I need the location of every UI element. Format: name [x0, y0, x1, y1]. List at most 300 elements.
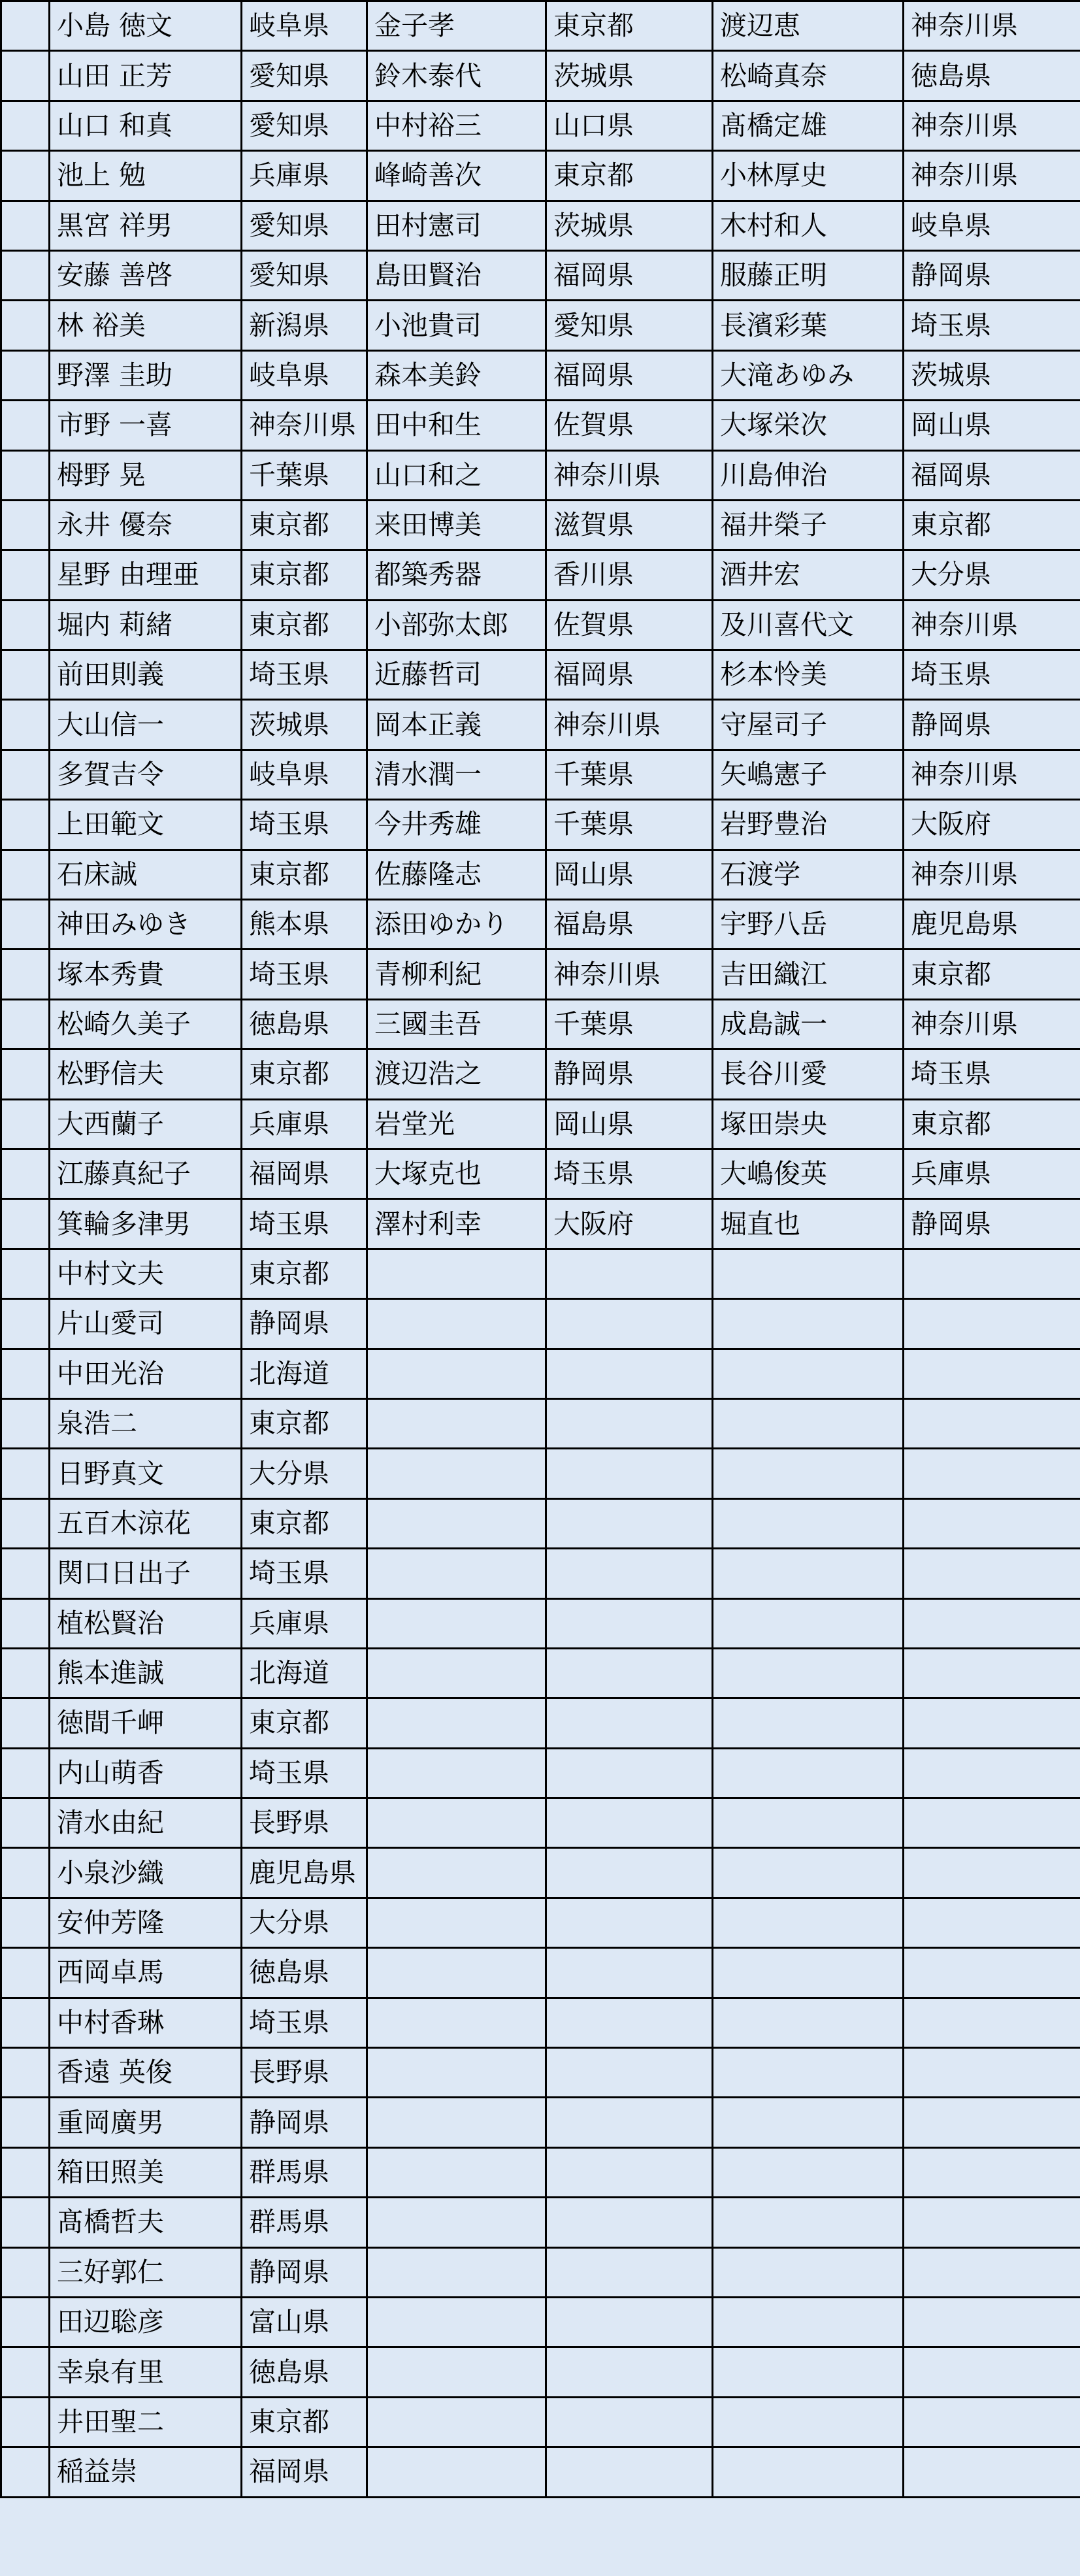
name-2-cell[interactable]: 田中和生 [367, 401, 546, 450]
name-1-cell[interactable]: 箕輪多津男 [50, 1199, 242, 1249]
prefecture-3-cell[interactable]: 岐阜県 [904, 201, 1080, 250]
prefecture-1-cell[interactable]: 埼玉県 [242, 650, 367, 700]
name-2-cell[interactable]: 中村裕三 [367, 101, 546, 150]
prefecture-1-cell[interactable]: 兵庫県 [242, 1099, 367, 1149]
name-1-cell[interactable]: 池上 勉 [50, 151, 242, 201]
name-1-cell[interactable]: 重岡廣男 [50, 2098, 242, 2147]
row-header-cell[interactable] [1, 1449, 50, 1498]
name-1-cell[interactable]: 永井 優奈 [50, 500, 242, 550]
prefecture-3-cell[interactable]: 大阪府 [904, 800, 1080, 850]
prefecture-3-cell[interactable] [904, 1798, 1080, 1848]
name-2-cell[interactable]: 小部弥太郎 [367, 600, 546, 650]
name-1-cell[interactable]: 大山信一 [50, 700, 242, 750]
prefecture-2-cell[interactable]: 大阪府 [546, 1199, 713, 1249]
name-1-cell[interactable]: 稲益崇 [50, 2447, 242, 2497]
prefecture-2-cell[interactable]: 神奈川県 [546, 450, 713, 500]
name-3-cell[interactable] [713, 1249, 904, 1298]
name-1-cell[interactable]: 内山萌香 [50, 1748, 242, 1798]
name-2-cell[interactable]: 山口和之 [367, 450, 546, 500]
name-1-cell[interactable]: 野澤 圭助 [50, 350, 242, 400]
prefecture-2-cell[interactable] [546, 2198, 713, 2247]
name-2-cell[interactable]: 澤村利幸 [367, 1199, 546, 1249]
name-1-cell[interactable]: 中村文夫 [50, 1249, 242, 1298]
row-header-cell[interactable] [1, 1349, 50, 1398]
prefecture-2-cell[interactable] [546, 2247, 713, 2297]
prefecture-2-cell[interactable] [546, 1549, 713, 1598]
prefecture-2-cell[interactable]: 千葉県 [546, 999, 713, 1049]
prefecture-2-cell[interactable]: 滋賀県 [546, 500, 713, 550]
prefecture-3-cell[interactable]: 大分県 [904, 550, 1080, 600]
name-3-cell[interactable] [713, 2347, 904, 2397]
row-header-cell[interactable] [1, 2397, 50, 2447]
prefecture-3-cell[interactable]: 東京都 [904, 1099, 1080, 1149]
row-header-cell[interactable] [1, 2147, 50, 2197]
prefecture-2-cell[interactable] [546, 1498, 713, 1548]
prefecture-3-cell[interactable]: 兵庫県 [904, 1149, 1080, 1198]
row-header-cell[interactable] [1, 1, 50, 51]
row-header-cell[interactable] [1, 1998, 50, 2047]
prefecture-2-cell[interactable]: 神奈川県 [546, 700, 713, 750]
prefecture-2-cell[interactable] [546, 1698, 713, 1748]
prefecture-3-cell[interactable] [904, 1748, 1080, 1798]
row-header-cell[interactable] [1, 201, 50, 250]
name-2-cell[interactable] [367, 1299, 546, 1349]
row-header-cell[interactable] [1, 1748, 50, 1798]
name-3-cell[interactable] [713, 2048, 904, 2098]
name-3-cell[interactable]: 髙橋定雄 [713, 101, 904, 150]
prefecture-2-cell[interactable]: 千葉県 [546, 800, 713, 850]
prefecture-2-cell[interactable]: 静岡県 [546, 1049, 713, 1099]
name-2-cell[interactable] [367, 1648, 546, 1698]
prefecture-1-cell[interactable]: 東京都 [242, 550, 367, 600]
name-3-cell[interactable]: 長谷川愛 [713, 1049, 904, 1099]
prefecture-1-cell[interactable]: 福岡県 [242, 2447, 367, 2497]
prefecture-2-cell[interactable] [546, 1748, 713, 1798]
prefecture-2-cell[interactable] [546, 1449, 713, 1498]
name-2-cell[interactable]: 島田賢治 [367, 250, 546, 300]
prefecture-3-cell[interactable] [904, 1498, 1080, 1548]
name-3-cell[interactable]: 矢嶋憲子 [713, 750, 904, 799]
prefecture-3-cell[interactable] [904, 2098, 1080, 2147]
name-1-cell[interactable]: 大西蘭子 [50, 1099, 242, 1149]
prefecture-3-cell[interactable] [904, 1449, 1080, 1498]
name-3-cell[interactable]: 大滝あゆみ [713, 350, 904, 400]
prefecture-3-cell[interactable]: 埼玉県 [904, 301, 1080, 350]
prefecture-2-cell[interactable]: 東京都 [546, 1, 713, 51]
prefecture-1-cell[interactable]: 富山県 [242, 2297, 367, 2347]
name-1-cell[interactable]: 植松賢治 [50, 1598, 242, 1648]
prefecture-3-cell[interactable]: 東京都 [904, 500, 1080, 550]
prefecture-3-cell[interactable] [904, 1848, 1080, 1898]
name-1-cell[interactable]: 片山愛司 [50, 1299, 242, 1349]
name-2-cell[interactable] [367, 1249, 546, 1298]
name-1-cell[interactable]: 黒宮 祥男 [50, 201, 242, 250]
row-header-cell[interactable] [1, 250, 50, 300]
prefecture-1-cell[interactable]: 愛知県 [242, 201, 367, 250]
name-2-cell[interactable] [367, 2147, 546, 2197]
prefecture-2-cell[interactable]: 神奈川県 [546, 949, 713, 999]
name-1-cell[interactable]: 安藤 善啓 [50, 250, 242, 300]
name-1-cell[interactable]: 中田光治 [50, 1349, 242, 1398]
prefecture-2-cell[interactable]: 千葉県 [546, 750, 713, 799]
row-header-cell[interactable] [1, 151, 50, 201]
row-header-cell[interactable] [1, 1598, 50, 1648]
name-1-cell[interactable]: 田辺聡彦 [50, 2297, 242, 2347]
name-3-cell[interactable] [713, 1998, 904, 2047]
name-3-cell[interactable]: 小林厚史 [713, 151, 904, 201]
prefecture-3-cell[interactable]: 茨城県 [904, 350, 1080, 400]
prefecture-1-cell[interactable]: 岐阜県 [242, 1, 367, 51]
prefecture-1-cell[interactable]: 大分県 [242, 1449, 367, 1498]
row-header-cell[interactable] [1, 1249, 50, 1298]
name-3-cell[interactable] [713, 1398, 904, 1448]
prefecture-3-cell[interactable]: 福岡県 [904, 450, 1080, 500]
name-3-cell[interactable] [713, 1498, 904, 1548]
name-1-cell[interactable]: 小泉沙織 [50, 1848, 242, 1898]
row-header-cell[interactable] [1, 2447, 50, 2497]
name-1-cell[interactable]: 熊本進誠 [50, 1648, 242, 1698]
row-header-cell[interactable] [1, 1549, 50, 1598]
name-3-cell[interactable]: 塚田崇央 [713, 1099, 904, 1149]
name-1-cell[interactable]: 泉浩二 [50, 1398, 242, 1448]
prefecture-3-cell[interactable]: 神奈川県 [904, 101, 1080, 150]
prefecture-1-cell[interactable]: 長野県 [242, 1798, 367, 1848]
prefecture-2-cell[interactable]: 茨城県 [546, 51, 713, 101]
name-1-cell[interactable]: 髙橋哲夫 [50, 2198, 242, 2247]
name-3-cell[interactable] [713, 1598, 904, 1648]
prefecture-1-cell[interactable]: 岐阜県 [242, 750, 367, 799]
name-2-cell[interactable] [367, 2447, 546, 2497]
prefecture-2-cell[interactable]: 福岡県 [546, 650, 713, 700]
prefecture-3-cell[interactable] [904, 1249, 1080, 1298]
name-1-cell[interactable]: 山口 和真 [50, 101, 242, 150]
prefecture-1-cell[interactable]: 東京都 [242, 2397, 367, 2447]
row-header-cell[interactable] [1, 2347, 50, 2397]
prefecture-2-cell[interactable] [546, 1249, 713, 1298]
prefecture-1-cell[interactable]: 兵庫県 [242, 151, 367, 201]
name-3-cell[interactable] [713, 2397, 904, 2447]
prefecture-2-cell[interactable]: 佐賀県 [546, 401, 713, 450]
name-1-cell[interactable]: 市野 一喜 [50, 401, 242, 450]
name-3-cell[interactable] [713, 2247, 904, 2297]
name-1-cell[interactable]: 関口日出子 [50, 1549, 242, 1598]
prefecture-1-cell[interactable]: 新潟県 [242, 301, 367, 350]
name-2-cell[interactable] [367, 1748, 546, 1798]
name-1-cell[interactable]: 清水由紀 [50, 1798, 242, 1848]
prefecture-1-cell[interactable]: 福岡県 [242, 1149, 367, 1198]
prefecture-3-cell[interactable]: 神奈川県 [904, 850, 1080, 899]
name-3-cell[interactable] [713, 2147, 904, 2197]
prefecture-3-cell[interactable]: 東京都 [904, 949, 1080, 999]
prefecture-3-cell[interactable]: 神奈川県 [904, 600, 1080, 650]
name-2-cell[interactable] [367, 2347, 546, 2397]
name-2-cell[interactable] [367, 1549, 546, 1598]
row-header-cell[interactable] [1, 350, 50, 400]
row-header-cell[interactable] [1, 1948, 50, 1998]
name-2-cell[interactable]: 岩堂光 [367, 1099, 546, 1149]
prefecture-1-cell[interactable]: 大分県 [242, 1898, 367, 1947]
prefecture-1-cell[interactable]: 北海道 [242, 1648, 367, 1698]
prefecture-2-cell[interactable] [546, 1648, 713, 1698]
row-header-cell[interactable] [1, 401, 50, 450]
prefecture-3-cell[interactable] [904, 2397, 1080, 2447]
prefecture-3-cell[interactable]: 徳島県 [904, 51, 1080, 101]
prefecture-1-cell[interactable]: 埼玉県 [242, 1199, 367, 1249]
name-1-cell[interactable]: 箱田照美 [50, 2147, 242, 2197]
name-3-cell[interactable] [713, 1549, 904, 1598]
row-header-cell[interactable] [1, 999, 50, 1049]
name-3-cell[interactable]: 川島伸治 [713, 450, 904, 500]
prefecture-1-cell[interactable]: 群馬県 [242, 2147, 367, 2197]
row-header-cell[interactable] [1, 900, 50, 949]
prefecture-3-cell[interactable]: 鹿児島県 [904, 900, 1080, 949]
name-1-cell[interactable]: 星野 由理亜 [50, 550, 242, 600]
name-2-cell[interactable]: 佐藤隆志 [367, 850, 546, 899]
prefecture-2-cell[interactable]: 福岡県 [546, 250, 713, 300]
name-2-cell[interactable]: 岡本正義 [367, 700, 546, 750]
prefecture-2-cell[interactable]: 山口県 [546, 101, 713, 150]
prefecture-2-cell[interactable] [546, 1998, 713, 2047]
name-2-cell[interactable]: 三國圭吾 [367, 999, 546, 1049]
name-2-cell[interactable]: 清水潤一 [367, 750, 546, 799]
row-header-cell[interactable] [1, 2098, 50, 2147]
name-3-cell[interactable]: 渡辺恵 [713, 1, 904, 51]
prefecture-2-cell[interactable]: 愛知県 [546, 301, 713, 350]
prefecture-3-cell[interactable]: 埼玉県 [904, 1049, 1080, 1099]
row-header-cell[interactable] [1, 1848, 50, 1898]
name-3-cell[interactable] [713, 1349, 904, 1398]
prefecture-3-cell[interactable] [904, 1948, 1080, 1998]
row-header-cell[interactable] [1, 1798, 50, 1848]
name-2-cell[interactable]: 小池貴司 [367, 301, 546, 350]
name-3-cell[interactable] [713, 2098, 904, 2147]
prefecture-3-cell[interactable]: 岡山県 [904, 401, 1080, 450]
name-3-cell[interactable]: 守屋司子 [713, 700, 904, 750]
name-2-cell[interactable] [367, 1698, 546, 1748]
prefecture-3-cell[interactable]: 静岡県 [904, 700, 1080, 750]
prefecture-3-cell[interactable]: 神奈川県 [904, 1, 1080, 51]
prefecture-3-cell[interactable]: 神奈川県 [904, 151, 1080, 201]
name-3-cell[interactable]: 宇野八岳 [713, 900, 904, 949]
prefecture-1-cell[interactable]: 鹿児島県 [242, 1848, 367, 1898]
prefecture-3-cell[interactable] [904, 2297, 1080, 2347]
name-1-cell[interactable]: 栂野 晃 [50, 450, 242, 500]
name-1-cell[interactable]: 前田則義 [50, 650, 242, 700]
prefecture-3-cell[interactable] [904, 1598, 1080, 1648]
row-header-cell[interactable] [1, 1698, 50, 1748]
prefecture-2-cell[interactable]: 東京都 [546, 151, 713, 201]
prefecture-3-cell[interactable]: 神奈川県 [904, 750, 1080, 799]
name-2-cell[interactable] [367, 1898, 546, 1947]
name-3-cell[interactable]: 大嶋俊英 [713, 1149, 904, 1198]
name-3-cell[interactable] [713, 1698, 904, 1748]
name-2-cell[interactable]: 大塚克也 [367, 1149, 546, 1198]
prefecture-2-cell[interactable] [546, 1598, 713, 1648]
name-3-cell[interactable]: 木村和人 [713, 201, 904, 250]
name-3-cell[interactable] [713, 1748, 904, 1798]
prefecture-3-cell[interactable] [904, 1299, 1080, 1349]
name-2-cell[interactable] [367, 2048, 546, 2098]
prefecture-1-cell[interactable]: 埼玉県 [242, 1748, 367, 1798]
name-3-cell[interactable] [713, 2447, 904, 2497]
name-3-cell[interactable]: 松崎真奈 [713, 51, 904, 101]
prefecture-2-cell[interactable] [546, 1398, 713, 1448]
name-1-cell[interactable]: 松崎久美子 [50, 999, 242, 1049]
name-1-cell[interactable]: 中村香琳 [50, 1998, 242, 2047]
prefecture-3-cell[interactable] [904, 1549, 1080, 1598]
name-2-cell[interactable] [367, 2198, 546, 2247]
prefecture-1-cell[interactable]: 千葉県 [242, 450, 367, 500]
prefecture-2-cell[interactable] [546, 2098, 713, 2147]
name-3-cell[interactable]: 杉本怜美 [713, 650, 904, 700]
prefecture-2-cell[interactable]: 岡山県 [546, 1099, 713, 1149]
prefecture-1-cell[interactable]: 静岡県 [242, 2098, 367, 2147]
name-2-cell[interactable] [367, 1998, 546, 2047]
row-header-cell[interactable] [1, 2297, 50, 2347]
prefecture-1-cell[interactable]: 東京都 [242, 1049, 367, 1099]
row-header-cell[interactable] [1, 550, 50, 600]
prefecture-2-cell[interactable] [546, 1299, 713, 1349]
name-2-cell[interactable]: 森本美鈴 [367, 350, 546, 400]
prefecture-1-cell[interactable]: 東京都 [242, 1698, 367, 1748]
prefecture-3-cell[interactable] [904, 1698, 1080, 1748]
prefecture-2-cell[interactable] [546, 1349, 713, 1398]
row-header-cell[interactable] [1, 1898, 50, 1947]
prefecture-2-cell[interactable] [546, 1948, 713, 1998]
prefecture-1-cell[interactable]: 長野県 [242, 2048, 367, 2098]
name-1-cell[interactable]: 五百木涼花 [50, 1498, 242, 1548]
prefecture-3-cell[interactable] [904, 2247, 1080, 2297]
name-1-cell[interactable]: 堀内 莉緒 [50, 600, 242, 650]
prefecture-2-cell[interactable] [546, 1898, 713, 1947]
prefecture-3-cell[interactable] [904, 2447, 1080, 2497]
name-3-cell[interactable]: 及川喜代文 [713, 600, 904, 650]
name-3-cell[interactable] [713, 1299, 904, 1349]
row-header-cell[interactable] [1, 1049, 50, 1099]
name-1-cell[interactable]: 多賀吉令 [50, 750, 242, 799]
row-header-cell[interactable] [1, 850, 50, 899]
name-3-cell[interactable] [713, 1449, 904, 1498]
prefecture-1-cell[interactable]: 愛知県 [242, 101, 367, 150]
name-2-cell[interactable] [367, 1498, 546, 1548]
prefecture-2-cell[interactable] [546, 2347, 713, 2397]
row-header-cell[interactable] [1, 1149, 50, 1198]
name-2-cell[interactable]: 添田ゆかり [367, 900, 546, 949]
prefecture-2-cell[interactable] [546, 2297, 713, 2347]
prefecture-1-cell[interactable]: 熊本県 [242, 900, 367, 949]
prefecture-1-cell[interactable]: 静岡県 [242, 2247, 367, 2297]
prefecture-1-cell[interactable]: 埼玉県 [242, 949, 367, 999]
name-1-cell[interactable]: 松野信夫 [50, 1049, 242, 1099]
prefecture-3-cell[interactable]: 神奈川県 [904, 999, 1080, 1049]
name-1-cell[interactable]: 井田聖二 [50, 2397, 242, 2447]
prefecture-2-cell[interactable]: 福岡県 [546, 350, 713, 400]
row-header-cell[interactable] [1, 450, 50, 500]
name-3-cell[interactable] [713, 1648, 904, 1698]
name-2-cell[interactable]: 渡辺浩之 [367, 1049, 546, 1099]
prefecture-3-cell[interactable] [904, 1998, 1080, 2047]
name-1-cell[interactable]: 石床誠 [50, 850, 242, 899]
name-1-cell[interactable]: 神田みゆき [50, 900, 242, 949]
name-2-cell[interactable]: 青柳利紀 [367, 949, 546, 999]
prefecture-1-cell[interactable]: 東京都 [242, 1498, 367, 1548]
name-1-cell[interactable]: 山田 正芳 [50, 51, 242, 101]
row-header-cell[interactable] [1, 800, 50, 850]
row-header-cell[interactable] [1, 51, 50, 101]
prefecture-3-cell[interactable]: 埼玉県 [904, 650, 1080, 700]
name-3-cell[interactable] [713, 1898, 904, 1947]
name-2-cell[interactable] [367, 1848, 546, 1898]
name-2-cell[interactable]: 田村憲司 [367, 201, 546, 250]
prefecture-1-cell[interactable]: 徳島県 [242, 2347, 367, 2397]
prefecture-3-cell[interactable]: 静岡県 [904, 1199, 1080, 1249]
row-header-cell[interactable] [1, 301, 50, 350]
row-header-cell[interactable] [1, 101, 50, 150]
prefecture-2-cell[interactable]: 埼玉県 [546, 1149, 713, 1198]
name-3-cell[interactable]: 成島誠一 [713, 999, 904, 1049]
prefecture-1-cell[interactable]: 兵庫県 [242, 1598, 367, 1648]
name-2-cell[interactable] [367, 1798, 546, 1848]
prefecture-1-cell[interactable]: 愛知県 [242, 250, 367, 300]
name-2-cell[interactable]: 今井秀雄 [367, 800, 546, 850]
name-2-cell[interactable] [367, 2297, 546, 2347]
row-header-cell[interactable] [1, 2247, 50, 2297]
prefecture-1-cell[interactable]: 埼玉県 [242, 800, 367, 850]
prefecture-2-cell[interactable]: 佐賀県 [546, 600, 713, 650]
row-header-cell[interactable] [1, 1199, 50, 1249]
prefecture-3-cell[interactable] [904, 2347, 1080, 2397]
name-1-cell[interactable]: 安仲芳隆 [50, 1898, 242, 1947]
name-2-cell[interactable] [367, 1398, 546, 1448]
row-header-cell[interactable] [1, 1648, 50, 1698]
name-2-cell[interactable]: 近藤哲司 [367, 650, 546, 700]
prefecture-1-cell[interactable]: 神奈川県 [242, 401, 367, 450]
name-1-cell[interactable]: 三好郭仁 [50, 2247, 242, 2297]
name-2-cell[interactable] [367, 2247, 546, 2297]
prefecture-1-cell[interactable]: 東京都 [242, 600, 367, 650]
row-header-cell[interactable] [1, 1099, 50, 1149]
name-2-cell[interactable]: 鈴木泰代 [367, 51, 546, 101]
prefecture-2-cell[interactable]: 岡山県 [546, 850, 713, 899]
row-header-cell[interactable] [1, 600, 50, 650]
prefecture-3-cell[interactable] [904, 2198, 1080, 2247]
name-1-cell[interactable]: 西岡卓馬 [50, 1948, 242, 1998]
prefecture-1-cell[interactable]: 岐阜県 [242, 350, 367, 400]
prefecture-1-cell[interactable]: 東京都 [242, 850, 367, 899]
name-1-cell[interactable]: 徳間千岬 [50, 1698, 242, 1748]
prefecture-2-cell[interactable] [546, 2147, 713, 2197]
name-1-cell[interactable]: 林 裕美 [50, 301, 242, 350]
name-2-cell[interactable]: 金子孝 [367, 1, 546, 51]
name-2-cell[interactable]: 峰崎善次 [367, 151, 546, 201]
prefecture-1-cell[interactable]: 東京都 [242, 1249, 367, 1298]
row-header-cell[interactable] [1, 1398, 50, 1448]
name-3-cell[interactable] [713, 1848, 904, 1898]
name-3-cell[interactable]: 石渡学 [713, 850, 904, 899]
name-2-cell[interactable] [367, 1948, 546, 1998]
name-3-cell[interactable] [713, 2297, 904, 2347]
name-3-cell[interactable] [713, 1948, 904, 1998]
row-header-cell[interactable] [1, 650, 50, 700]
prefecture-1-cell[interactable]: 埼玉県 [242, 1998, 367, 2047]
name-2-cell[interactable]: 来田博美 [367, 500, 546, 550]
row-header-cell[interactable] [1, 700, 50, 750]
prefecture-2-cell[interactable]: 福島県 [546, 900, 713, 949]
name-3-cell[interactable]: 福井榮子 [713, 500, 904, 550]
name-3-cell[interactable]: 長濱彩葉 [713, 301, 904, 350]
name-2-cell[interactable]: 都築秀器 [367, 550, 546, 600]
prefecture-1-cell[interactable]: 北海道 [242, 1349, 367, 1398]
